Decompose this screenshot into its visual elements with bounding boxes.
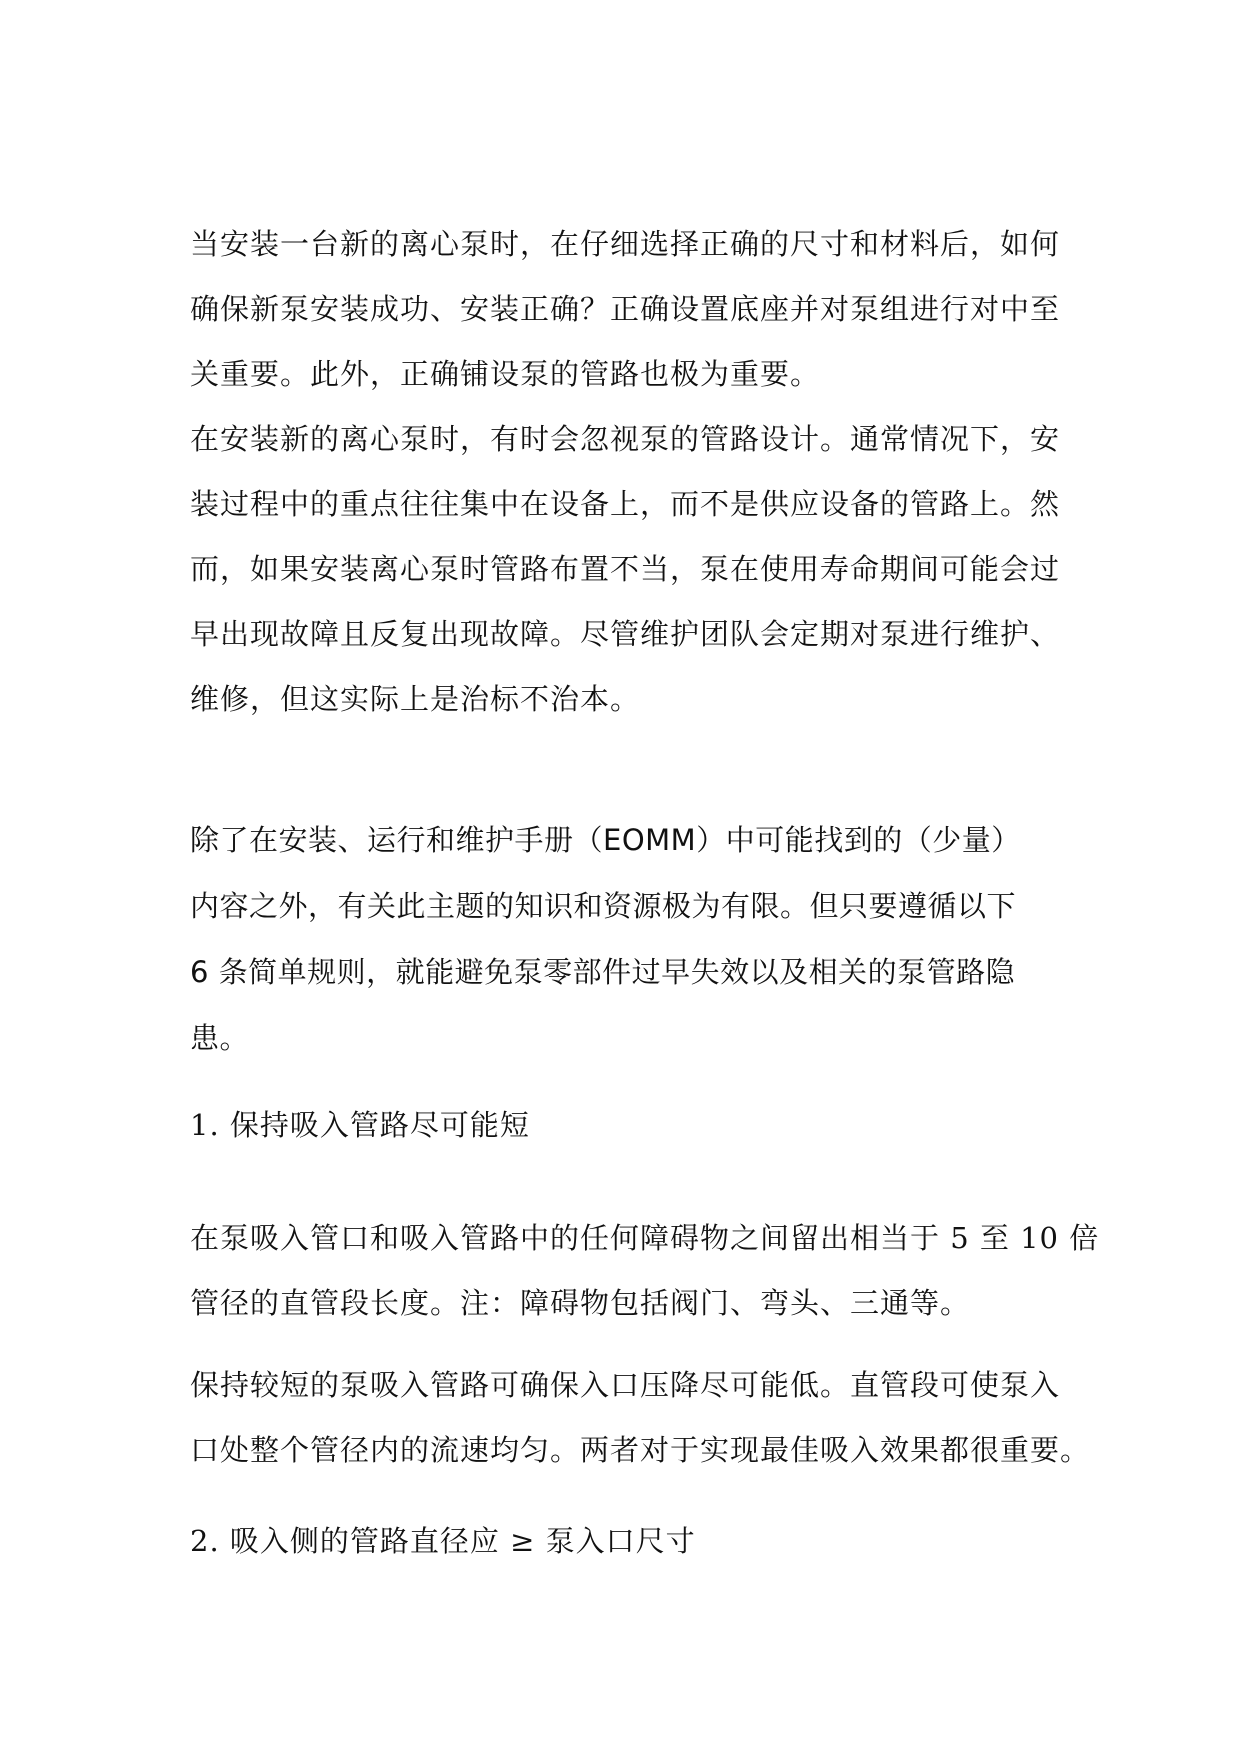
text-line: 在泵吸入管口和吸入管路中的任何障碍物之间留出相当于 5 至 10 倍 [190, 1221, 1100, 1255]
text-line: 确保新泵安装成功、安装正确？正确设置底座并对泵组进行对中至 [190, 292, 1061, 326]
text-line: 患。 [190, 1021, 250, 1055]
text-line: 6 条简单规则，就能避免泵零部件过早失效以及相关的泵管路隐 [190, 955, 1016, 989]
text-line: 而，如果安装离心泵时管路布置不当，泵在使用寿命期间可能会过 [190, 552, 1061, 586]
text-line: 维修，但这实际上是治标不治本。 [190, 682, 641, 716]
text-line: 口处整个管径内的流速均匀。两者对于实现最佳吸入效果都很重要。 [190, 1433, 1091, 1467]
text-line: 内容之外，有关此主题的知识和资源极为有限。但只要遵循以下 [190, 889, 1017, 923]
context-paragraph [190, 407, 1061, 732]
text-line: 除了在安装、运行和维护手册（EOMM）中可能找到的（少量） [190, 823, 1021, 857]
text-line: 装过程中的重点往往集中在设备上，而不是供应设备的管路上。然 [190, 487, 1061, 521]
rule-1-heading [190, 1093, 1050, 1158]
text-line: 在安装新的离心泵时，有时会忽视泵的管路设计。通常情况下，安 [190, 422, 1061, 456]
intro-paragraph [190, 212, 1061, 407]
rule-2-heading [190, 1509, 1050, 1574]
text-line: 管径的直管段长度。注：障碍物包括阀门、弯头、三通等。 [190, 1286, 971, 1320]
heading-text: 2. 吸入侧的管路直径应 ≥ 泵入口尺寸 [190, 1524, 696, 1558]
rule-1-detail-paragraph [190, 1206, 1100, 1336]
text-line: 早出现故障且反复出现故障。尽管维护团队会定期对泵进行维护、 [190, 617, 1061, 651]
rule-1-explanation-paragraph [190, 1353, 1091, 1483]
text-line: 关重要。此外，正确铺设泵的管路也极为重要。 [190, 357, 821, 391]
text-line: 当安装一台新的离心泵时，在仔细选择正确的尺寸和材料后，如何 [190, 227, 1061, 261]
text-line: 保持较短的泵吸入管路可确保入口压降尽可能低。直管段可使泵入 [190, 1368, 1061, 1402]
heading-text: 1. 保持吸入管路尽可能短 [190, 1108, 530, 1142]
summary-paragraph [190, 807, 1050, 1071]
